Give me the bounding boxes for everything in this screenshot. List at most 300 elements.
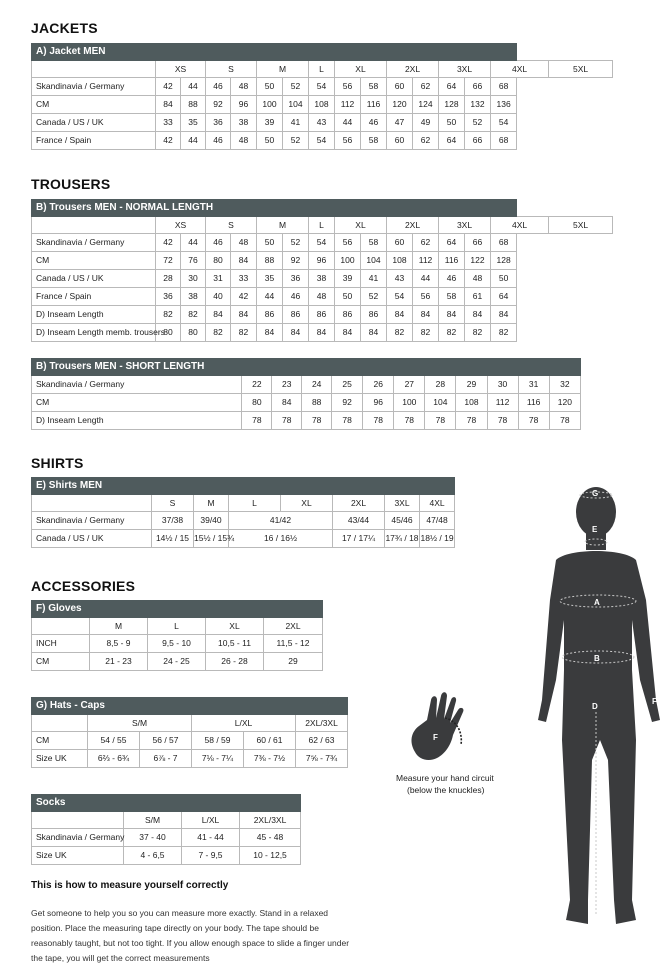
table-cell: 28 — [156, 270, 181, 288]
size-header: L — [229, 495, 281, 512]
table-cell: 7 - 9,5 — [182, 847, 240, 865]
table-cell: 38 — [181, 288, 206, 306]
table-cell: 37/38 — [152, 512, 194, 530]
table-cell: 54 — [309, 132, 335, 150]
row-label: D) Inseam Length — [32, 412, 242, 430]
section-title-shirts: SHIRTS — [31, 455, 84, 471]
table-row — [32, 78, 613, 96]
table-cell: 112 — [487, 394, 518, 412]
table-cell: 66 — [465, 132, 491, 150]
row-label: D) Inseam Length memb. trousers — [32, 324, 156, 342]
table-cell: 80 — [156, 324, 181, 342]
row-label: France / Spain — [32, 132, 156, 150]
table-cell: 84 — [491, 306, 517, 324]
table-row — [32, 635, 323, 653]
table-cell: 64 — [439, 78, 465, 96]
howto-text: Get someone to help you so you can measure more exactly. Stand in a relaxed position. Place the measuring tape directly on your body. The tape should be reasonably taught, but not too tight. If you allow enough space to slide a finger under the tape, you will get the correct measurements — [31, 908, 350, 963]
table-cell: 86 — [283, 306, 309, 324]
shirts-size-table — [31, 477, 455, 548]
table-cell: 43 — [387, 270, 413, 288]
table-cell: 62 — [413, 234, 439, 252]
table-cell: 31 — [518, 376, 549, 394]
row-label: Size UK — [32, 847, 124, 865]
table-cell: 21 - 23 — [90, 653, 148, 671]
table-cell: 54 — [309, 78, 335, 96]
table-cell: 88 — [181, 96, 206, 114]
size-header: XS — [156, 61, 206, 78]
body-label-f: F — [652, 697, 657, 706]
gloves-size-table — [31, 600, 323, 671]
row-label: Canada / US / UK — [32, 114, 156, 132]
table-cell: 96 — [309, 252, 335, 270]
size-header: S/M — [124, 812, 182, 829]
table-cell: 82 — [439, 324, 465, 342]
table-cell: 124 — [413, 96, 439, 114]
table-title: B) Trousers MEN - NORMAL LENGTH — [32, 200, 517, 217]
table-cell: 84 — [231, 252, 257, 270]
table-cell: 58 / 59 — [192, 732, 244, 750]
socks-size-table — [31, 794, 301, 865]
table-cell: 52 — [361, 288, 387, 306]
table-cell: 44 — [181, 132, 206, 150]
size-header: 5XL — [549, 61, 613, 78]
table-cell: 78 — [456, 412, 487, 430]
body-label-d: D — [592, 702, 598, 711]
table-cell: 33 — [231, 270, 257, 288]
size-header: 4XL — [420, 495, 455, 512]
table-cell: 60 — [387, 234, 413, 252]
table-cell: 52 — [465, 114, 491, 132]
table-cell: 6⅔ - 6¾ — [88, 750, 140, 768]
table-cell: 64 — [491, 288, 517, 306]
table-cell: 26 - 28 — [206, 653, 264, 671]
size-header: 2XL — [387, 217, 439, 234]
table-cell: 84 — [206, 306, 231, 324]
table-cell: 15½ / 15¾ — [194, 530, 229, 548]
table-row — [32, 306, 613, 324]
table-cell: 16 / 16½ — [229, 530, 333, 548]
table-cell: 44 — [413, 270, 439, 288]
table-cell: 14½ / 15 — [152, 530, 194, 548]
table-cell: 116 — [361, 96, 387, 114]
size-header: 2XL/3XL — [240, 812, 301, 829]
table-cell: 30 — [487, 376, 518, 394]
table-cell: 36 — [283, 270, 309, 288]
table-title: Socks — [32, 795, 301, 812]
table-cell: 92 — [206, 96, 231, 114]
table-cell: 48 — [231, 78, 257, 96]
table-row — [32, 412, 581, 430]
table-cell: 64 — [439, 132, 465, 150]
table-row — [32, 234, 613, 252]
table-row — [32, 750, 348, 768]
table-cell: 54 — [491, 114, 517, 132]
table-cell: 84 — [283, 324, 309, 342]
table-cell: 50 — [491, 270, 517, 288]
trousers-short-size-table — [31, 358, 581, 430]
table-cell: 25 — [332, 376, 363, 394]
table-cell: 31 — [206, 270, 231, 288]
table-cell: 47 — [387, 114, 413, 132]
table-cell: 47/48 — [420, 512, 455, 530]
table-cell: 128 — [491, 252, 517, 270]
size-header: 2XL — [387, 61, 439, 78]
table-cell: 100 — [394, 394, 425, 412]
table-cell: 84 — [231, 306, 257, 324]
table-cell: 62 — [413, 78, 439, 96]
table-cell: 29 — [456, 376, 487, 394]
table-cell: 64 — [439, 234, 465, 252]
table-cell: 50 — [257, 234, 283, 252]
table-cell: 78 — [242, 412, 272, 430]
table-cell: 50 — [257, 78, 283, 96]
table-cell: 72 — [156, 252, 181, 270]
table-cell: 49 — [413, 114, 439, 132]
size-header: 3XL — [439, 61, 491, 78]
body-label-g: G — [592, 489, 599, 498]
table-cell: 82 — [413, 324, 439, 342]
table-cell: 82 — [491, 324, 517, 342]
table-cell: 78 — [549, 412, 580, 430]
table-cell: 80 — [181, 324, 206, 342]
table-cell: 24 - 25 — [148, 653, 206, 671]
table-cell: 48 — [309, 288, 335, 306]
table-title: F) Gloves — [32, 601, 323, 618]
table-cell: 108 — [387, 252, 413, 270]
table-cell: 46 — [361, 114, 387, 132]
table-cell: 7⅛ - 7¼ — [192, 750, 244, 768]
size-header: S — [206, 217, 257, 234]
table-cell: 84 — [309, 324, 335, 342]
table-cell: 82 — [231, 324, 257, 342]
table-cell: 58 — [361, 234, 387, 252]
table-cell: 86 — [335, 306, 361, 324]
table-cell: 50 — [257, 132, 283, 150]
size-row-blank — [32, 812, 124, 829]
table-row — [32, 288, 613, 306]
table-cell: 68 — [491, 234, 517, 252]
table-cell: 45/46 — [385, 512, 420, 530]
size-row-blank — [32, 217, 156, 234]
hand-label-f: F — [433, 733, 438, 742]
table-cell: 61 — [465, 288, 491, 306]
table-cell: 50 — [335, 288, 361, 306]
table-cell: 43/44 — [333, 512, 385, 530]
table-row — [32, 324, 613, 342]
size-header: XL — [335, 61, 387, 78]
table-cell: 52 — [283, 234, 309, 252]
table-cell: 100 — [335, 252, 361, 270]
table-row — [32, 114, 613, 132]
table-cell: 6⅞ - 7 — [140, 750, 192, 768]
table-cell: 58 — [361, 132, 387, 150]
table-cell: 66 — [465, 234, 491, 252]
table-cell: 112 — [335, 96, 361, 114]
table-cell: 84 — [439, 306, 465, 324]
size-header: 4XL — [491, 217, 549, 234]
table-cell: 84 — [361, 324, 387, 342]
table-row — [32, 732, 348, 750]
table-cell: 116 — [439, 252, 465, 270]
table-cell: 120 — [549, 394, 580, 412]
table-cell: 44 — [181, 234, 206, 252]
size-header: L/XL — [182, 812, 240, 829]
table-cell: 46 — [283, 288, 309, 306]
table-cell: 78 — [302, 412, 332, 430]
table-cell: 26 — [363, 376, 394, 394]
table-cell: 80 — [206, 252, 231, 270]
table-cell: 80 — [242, 394, 272, 412]
table-cell: 122 — [465, 252, 491, 270]
size-header: M — [194, 495, 229, 512]
table-cell: 104 — [425, 394, 456, 412]
table-cell: 58 — [439, 288, 465, 306]
table-cell: 41/42 — [229, 512, 333, 530]
row-label: CM — [32, 653, 90, 671]
table-cell: 48 — [231, 132, 257, 150]
table-cell: 82 — [181, 306, 206, 324]
body-label-b: B — [594, 654, 600, 663]
hand-note-line1: Measure your hand circuit — [396, 773, 494, 783]
table-cell: 43 — [309, 114, 335, 132]
table-cell: 37 - 40 — [124, 829, 182, 847]
table-row — [32, 829, 301, 847]
table-cell: 48 — [231, 234, 257, 252]
table-cell: 44 — [335, 114, 361, 132]
table-cell: 41 - 44 — [182, 829, 240, 847]
table-cell: 120 — [387, 96, 413, 114]
table-cell: 104 — [283, 96, 309, 114]
body-label-a: A — [594, 598, 600, 607]
size-header: XL — [281, 495, 333, 512]
table-cell: 56 / 57 — [140, 732, 192, 750]
size-header: 2XL/3XL — [296, 715, 348, 732]
size-row-blank — [32, 495, 152, 512]
table-cell: 84 — [156, 96, 181, 114]
table-cell: 11,5 - 12 — [264, 635, 323, 653]
table-cell: 46 — [206, 78, 231, 96]
table-cell: 92 — [332, 394, 363, 412]
hand-note-line2: (below the knuckles) — [407, 785, 485, 795]
row-label: CM — [32, 96, 156, 114]
table-cell: 9,5 - 10 — [148, 635, 206, 653]
table-title: G) Hats - Caps — [32, 698, 348, 715]
size-header: 3XL — [385, 495, 420, 512]
table-cell: 58 — [361, 78, 387, 96]
table-cell: 44 — [181, 78, 206, 96]
table-cell: 36 — [206, 114, 231, 132]
row-label: France / Spain — [32, 288, 156, 306]
table-cell: 78 — [518, 412, 549, 430]
size-header: M — [257, 217, 309, 234]
size-header: XL — [206, 618, 264, 635]
table-cell: 39/40 — [194, 512, 229, 530]
table-cell: 108 — [309, 96, 335, 114]
size-header: S/M — [88, 715, 192, 732]
table-cell: 86 — [257, 306, 283, 324]
table-cell: 84 — [465, 306, 491, 324]
row-label: INCH — [32, 635, 90, 653]
table-cell: 42 — [156, 132, 181, 150]
table-cell: 29 — [264, 653, 323, 671]
table-cell: 42 — [231, 288, 257, 306]
row-label: Skandinavia / Germany — [32, 78, 156, 96]
table-cell: 7⅝ - 7¾ — [296, 750, 348, 768]
table-cell: 17 / 17¼ — [333, 530, 385, 548]
table-cell: 116 — [518, 394, 549, 412]
table-cell: 52 — [283, 78, 309, 96]
size-header: L/XL — [192, 715, 296, 732]
table-cell: 78 — [363, 412, 394, 430]
table-row — [32, 252, 613, 270]
table-cell: 17¾ / 18 — [385, 530, 420, 548]
size-header: XS — [156, 217, 206, 234]
section-title-accessories: ACCESSORIES — [31, 578, 136, 594]
size-header: M — [257, 61, 309, 78]
table-cell: 32 — [549, 376, 580, 394]
table-cell: 8,5 - 9 — [90, 635, 148, 653]
table-cell: 38 — [309, 270, 335, 288]
row-label: Canada / US / UK — [32, 530, 152, 548]
table-cell: 78 — [272, 412, 302, 430]
table-row — [32, 132, 613, 150]
size-header: 3XL — [439, 217, 491, 234]
table-cell: 24 — [302, 376, 332, 394]
table-cell: 35 — [257, 270, 283, 288]
table-cell: 42 — [156, 234, 181, 252]
table-cell: 136 — [491, 96, 517, 114]
table-cell: 82 — [465, 324, 491, 342]
table-cell: 50 — [439, 114, 465, 132]
table-cell: 56 — [335, 132, 361, 150]
table-row — [32, 376, 581, 394]
hats-size-table — [31, 697, 348, 768]
table-cell: 39 — [335, 270, 361, 288]
table-cell: 88 — [257, 252, 283, 270]
table-cell: 39 — [257, 114, 283, 132]
row-label: D) Inseam Length — [32, 306, 156, 324]
table-cell: 28 — [425, 376, 456, 394]
size-header: 2XL — [333, 495, 385, 512]
table-cell: 60 — [387, 132, 413, 150]
table-cell: 62 / 63 — [296, 732, 348, 750]
table-cell: 10 - 12,5 — [240, 847, 301, 865]
table-cell: 96 — [363, 394, 394, 412]
section-title-trousers: TROUSERS — [31, 176, 111, 192]
jacket-size-table — [31, 43, 613, 150]
table-cell: 38 — [231, 114, 257, 132]
table-cell: 86 — [361, 306, 387, 324]
table-row — [32, 512, 455, 530]
table-cell: 33 — [156, 114, 181, 132]
table-cell: 84 — [413, 306, 439, 324]
table-cell: 56 — [335, 234, 361, 252]
table-cell: 84 — [335, 324, 361, 342]
row-label: CM — [32, 732, 88, 750]
size-header: L — [148, 618, 206, 635]
size-header: 4XL — [491, 61, 549, 78]
row-label: CM — [32, 394, 242, 412]
table-cell: 82 — [206, 324, 231, 342]
table-cell: 84 — [387, 306, 413, 324]
size-header: 2XL — [264, 618, 323, 635]
table-cell: 68 — [491, 132, 517, 150]
table-cell: 10,5 - 11 — [206, 635, 264, 653]
size-header: S — [152, 495, 194, 512]
table-cell: 52 — [283, 132, 309, 150]
row-label: Canada / US / UK — [32, 270, 156, 288]
table-cell: 56 — [335, 78, 361, 96]
hand-measure-illustration — [405, 690, 475, 770]
table-cell: 54 / 55 — [88, 732, 140, 750]
table-cell: 62 — [413, 132, 439, 150]
table-row — [32, 530, 455, 548]
size-row-blank — [32, 715, 88, 732]
table-cell: 132 — [465, 96, 491, 114]
row-label: Skandinavia / Germany — [32, 829, 124, 847]
table-cell: 92 — [283, 252, 309, 270]
body-label-e: E — [592, 525, 598, 534]
table-cell: 60 / 61 — [244, 732, 296, 750]
table-cell: 54 — [309, 234, 335, 252]
table-cell: 46 — [439, 270, 465, 288]
table-title: A) Jacket MEN — [32, 44, 517, 61]
table-cell: 41 — [283, 114, 309, 132]
table-cell: 46 — [206, 132, 231, 150]
table-cell: 46 — [206, 234, 231, 252]
table-cell: 36 — [156, 288, 181, 306]
table-cell: 82 — [156, 306, 181, 324]
table-cell: 42 — [156, 78, 181, 96]
table-title: E) Shirts MEN — [32, 478, 455, 495]
table-cell: 60 — [387, 78, 413, 96]
table-cell: 54 — [387, 288, 413, 306]
table-row — [32, 394, 581, 412]
row-label: Skandinavia / Germany — [32, 512, 152, 530]
table-cell: 86 — [309, 306, 335, 324]
table-cell: 78 — [487, 412, 518, 430]
table-cell: 30 — [181, 270, 206, 288]
size-header: L — [309, 61, 335, 78]
table-row — [32, 96, 613, 114]
row-label: Skandinavia / Germany — [32, 376, 242, 394]
table-cell: 82 — [387, 324, 413, 342]
table-cell: 78 — [332, 412, 363, 430]
row-label: Skandinavia / Germany — [32, 234, 156, 252]
table-title: B) Trousers MEN - SHORT LENGTH — [32, 359, 581, 376]
table-cell: 78 — [394, 412, 425, 430]
table-cell: 35 — [181, 114, 206, 132]
size-header: L — [309, 217, 335, 234]
table-cell: 40 — [206, 288, 231, 306]
table-row — [32, 847, 301, 865]
trousers-normal-size-table — [31, 199, 613, 342]
table-row — [32, 653, 323, 671]
size-header: 5XL — [549, 217, 613, 234]
table-cell: 128 — [439, 96, 465, 114]
table-cell: 56 — [413, 288, 439, 306]
body-measure-figure — [528, 480, 668, 950]
row-label: CM — [32, 252, 156, 270]
table-cell: 18½ / 19 — [420, 530, 455, 548]
size-row-blank — [32, 61, 156, 78]
table-cell: 108 — [456, 394, 487, 412]
table-cell: 45 - 48 — [240, 829, 301, 847]
table-cell: 44 — [257, 288, 283, 306]
table-cell: 84 — [272, 394, 302, 412]
table-cell: 7⅜ - 7½ — [244, 750, 296, 768]
table-row — [32, 270, 613, 288]
